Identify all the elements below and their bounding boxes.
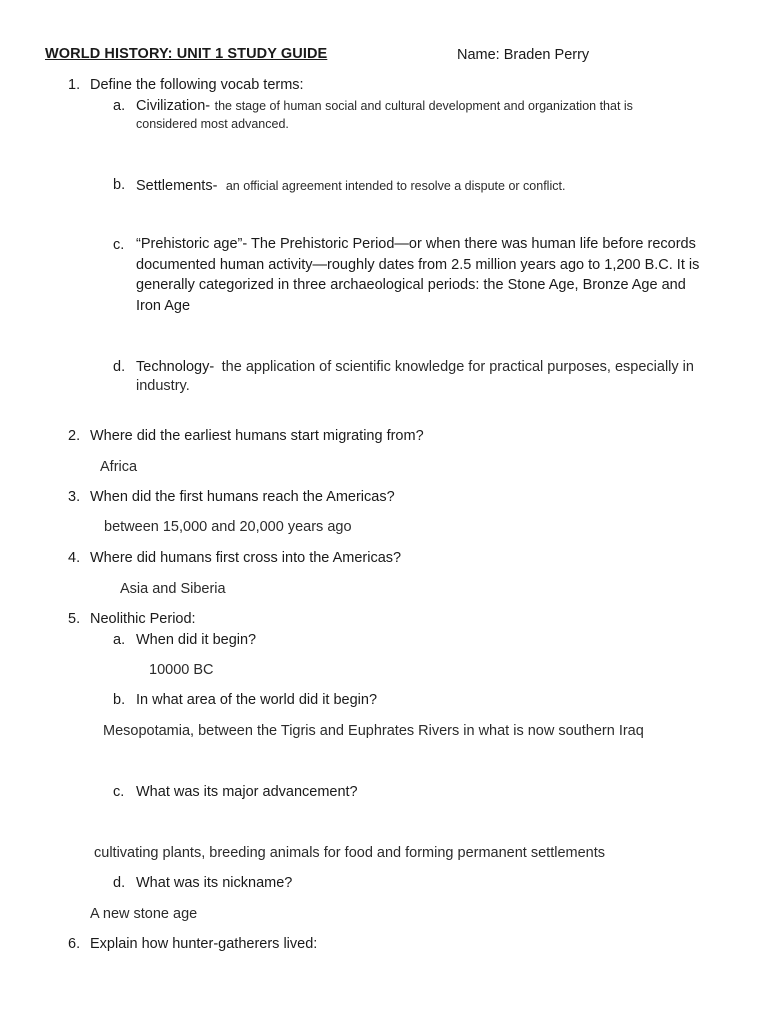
document-title: WORLD HISTORY: UNIT 1 STUDY GUIDE — [45, 46, 328, 62]
q5-number: 5. — [68, 611, 81, 627]
q5c-text: What was its major advancement? — [136, 784, 358, 800]
q1a-definition — [136, 97, 633, 115]
q1a-term: Civilization- — [136, 98, 211, 114]
q1d-term: Technology- — [136, 359, 215, 375]
q5b-answer: Mesopotamia, between the Tigris and Euphrates Rivers in what is now southern Iraq — [103, 723, 644, 739]
q3-answer: between 15,000 and 20,000 years ago — [104, 519, 352, 535]
q1c-line1: “Prehistoric age”- The Prehistoric Period—or when there was human life before records — [136, 236, 696, 252]
q5d-text: What was its nickname? — [136, 875, 293, 891]
q1d-definition — [136, 358, 694, 376]
q1d-def-line1: the application of scientific knowledge for practical purposes, especially in — [221, 359, 694, 375]
q5b-text: In what area of the world did it begin? — [136, 692, 378, 708]
q5b-letter: b. — [113, 692, 126, 708]
q1a-letter: a. — [113, 98, 126, 114]
q2-text: Where did the earliest humans start migrating from? — [90, 428, 424, 444]
q6-text: Explain how hunter-gatherers lived: — [90, 936, 318, 952]
q4-text: Where did humans first cross into the Americas? — [90, 550, 402, 566]
q1b-definition — [136, 177, 565, 195]
q5c-answer: cultivating plants, breeding animals for food and forming permanent settlements — [94, 845, 606, 861]
q4-number: 4. — [68, 550, 81, 566]
q1c-line4: Iron Age — [136, 298, 191, 314]
q1a-def-line2: considered most advanced. — [136, 117, 289, 131]
q5a-answer: 10000 BC — [149, 662, 214, 678]
q6-number: 6. — [68, 936, 81, 952]
q1c-line3: generally categorized in three archaeological periods: the Stone Age, Bronze Age and — [136, 277, 686, 293]
q1b-term: Settlements- — [136, 178, 218, 194]
q5d-letter: d. — [113, 875, 126, 891]
q1c-line2: documented human activity—roughly dates from 2.5 million years ago to 1,200 B.C. It is — [136, 257, 700, 273]
q1b-letter: b. — [113, 177, 126, 193]
q1d-def-line2: industry. — [136, 378, 190, 394]
q1c-letter: c. — [113, 237, 125, 253]
q3-number: 3. — [68, 489, 81, 505]
q5d-answer: A new stone age — [90, 906, 198, 922]
q1-text: Define the following vocab terms: — [90, 77, 304, 93]
q5c-letter: c. — [113, 784, 125, 800]
q1a-def-line1: the stage of human social and cultural development and organization that is — [214, 99, 633, 113]
q4-answer: Asia and Siberia — [120, 581, 226, 597]
q5a-letter: a. — [113, 632, 126, 648]
q2-answer: Africa — [100, 459, 138, 475]
q3-text: When did the first humans reach the Americas? — [90, 489, 395, 505]
q1-number: 1. — [68, 77, 81, 93]
q5-text: Neolithic Period: — [90, 611, 196, 627]
q1d-letter: d. — [113, 359, 126, 375]
student-name: Name: Braden Perry — [457, 47, 590, 63]
q1b-def: an official agreement intended to resolve a dispute or conflict. — [225, 179, 566, 193]
q5a-text: When did it begin? — [136, 632, 257, 648]
q2-number: 2. — [68, 428, 81, 444]
